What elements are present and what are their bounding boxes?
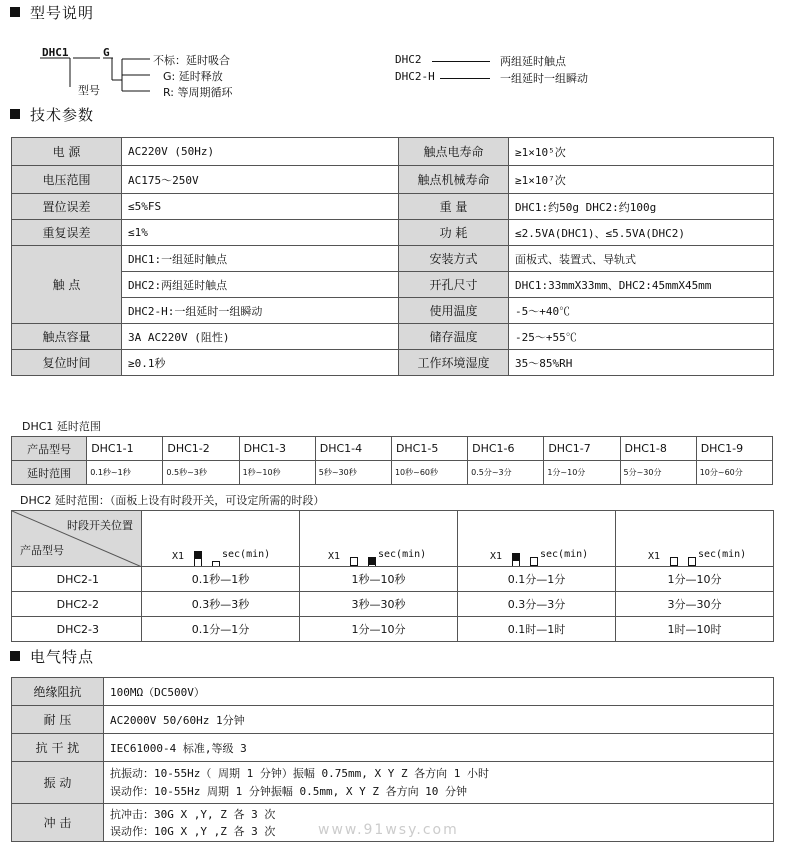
dhc2-range-title: DHC2 延时范围：（面板上设有时段开关，可设定所需的时段） — [20, 494, 325, 507]
table-row — [12, 461, 773, 485]
dhc2h-label: DHC2-H — [395, 70, 435, 83]
table-row — [12, 350, 774, 376]
dhc2-range-cell: 0.1秒—1秒 — [142, 567, 300, 592]
dhc2-range-cell: 3秒—30秒 — [300, 592, 458, 617]
switch-position-4 — [616, 511, 774, 567]
tech-key: 触 点 — [12, 246, 122, 324]
tech-value: DHC1:一组延时触点 — [122, 246, 399, 272]
tech-value: -25～+55℃ — [509, 324, 774, 350]
tech-key: 电压范围 — [12, 166, 122, 194]
dhc1-range: 10秒~60秒 — [391, 461, 467, 485]
model-option-1: 不标：延时吸合 — [153, 54, 230, 67]
dhc2-range-cell: 0.1分—1分 — [458, 567, 616, 592]
model-diagram-lines — [40, 55, 170, 100]
dhc1-model: DHC1-6 — [468, 437, 544, 461]
elec-value-line: 误动作：10-55Hz 周期 1 分钟振幅 0.5mm, X Y Z 各方向 10 分钟 — [110, 784, 468, 798]
dhc1-model: DHC1-5 — [391, 437, 467, 461]
tech-key: 电 源 — [12, 138, 122, 166]
table-row — [12, 298, 774, 324]
dhc2-range-cell: 0.1时—1时 — [458, 617, 616, 642]
dhc2-range-cell: 0.3分—3分 — [458, 592, 616, 617]
switch-left-icon — [670, 557, 678, 567]
tech-key: 重 量 — [399, 194, 509, 220]
tech-value: DHC1:33mmX33mm、DHC2:45mmX45mm — [509, 272, 774, 298]
tech-value: 面板式、装置式、导轨式 — [509, 246, 774, 272]
model-code: G — [103, 46, 110, 59]
tech-value: 35～85%RH — [509, 350, 774, 376]
dhc1-model: DHC1-2 — [163, 437, 239, 461]
tech-key: 储存温度 — [399, 324, 509, 350]
table-row — [12, 617, 774, 642]
elec-value-line: 误动作：10G X ,Y ,Z 各 3 次 — [110, 824, 276, 838]
tech-key: 触点容量 — [12, 324, 122, 350]
dhc2-model: DHC2-3 — [12, 617, 142, 642]
elec-key: 冲 击 — [12, 804, 104, 842]
switch-right-icon — [530, 557, 538, 567]
tech-key: 触点电寿命 — [399, 138, 509, 166]
dhc1-range: 0.5分~3分 — [468, 461, 544, 485]
switch-left-icon — [512, 553, 520, 567]
model-type-label: 型号 — [78, 84, 100, 97]
dhc2h-desc: 一组延时一组瞬动 — [500, 72, 588, 85]
dhc1-model: DHC1-9 — [696, 437, 772, 461]
watermark: www.91wsy.com — [318, 822, 459, 838]
table-row — [12, 138, 774, 166]
dhc2-desc: 两组延时触点 — [500, 55, 566, 68]
switch-left-icon — [350, 557, 358, 567]
elec-value — [104, 762, 774, 804]
table-row — [12, 762, 774, 804]
table-row — [12, 678, 774, 706]
dhc2-range-cell: 1分—10分 — [616, 567, 774, 592]
tech-key: 使用温度 — [399, 298, 509, 324]
section-title-elec: 电气特点 — [10, 646, 94, 667]
dhc2-range-cell: 1秒—10秒 — [300, 567, 458, 592]
tech-key: 复位时间 — [12, 350, 122, 376]
corner-top-label: 时段开关位置 — [67, 519, 133, 532]
tech-value: DHC2:两组延时触点 — [122, 272, 399, 298]
elec-key: 抗 干 扰 — [12, 734, 104, 762]
dhc2h-line — [440, 78, 490, 79]
sw-sec-label: sec(min) — [540, 548, 589, 560]
tech-value: AC175～250V — [122, 166, 399, 194]
dhc1-model: DHC1-4 — [315, 437, 391, 461]
sw-x1-label: X1 — [328, 550, 341, 562]
sw-x1-label: X1 — [490, 550, 503, 562]
dhc2-label: DHC2 — [395, 53, 422, 66]
model-option-2: G: 延时释放 — [163, 70, 223, 83]
elec-value: IEC61000-4 标准,等级 3 — [104, 734, 774, 762]
model-prefix: DHC1 — [42, 46, 69, 59]
model-option-3: R: 等周期循环 — [163, 86, 233, 99]
dhc1-range: 5分~30分 — [620, 461, 696, 485]
table-row — [12, 511, 774, 567]
switch-left-icon — [194, 551, 202, 567]
dhc2-range-cell: 0.1分—1分 — [142, 617, 300, 642]
switch-position-1 — [142, 511, 300, 567]
table-row — [12, 272, 774, 298]
dhc1-range-title: DHC1 延时范围 — [22, 420, 101, 433]
tech-key: 安装方式 — [399, 246, 509, 272]
dhc2-model: DHC2-1 — [12, 567, 142, 592]
tech-value: ≥1×10⁵次 — [509, 138, 774, 166]
elec-value: AC2000V 50/60Hz 1分钟 — [104, 706, 774, 734]
dhc1-row-label: 延时范围 — [12, 461, 87, 485]
dhc1-range: 1秒~10秒 — [239, 461, 315, 485]
switch-position-2 — [300, 511, 458, 567]
tech-key: 置位误差 — [12, 194, 122, 220]
tech-value: ≥1×10⁷次 — [509, 166, 774, 194]
table-row — [12, 567, 774, 592]
sw-sec-label: sec(min) — [378, 548, 427, 560]
tech-key: 开孔尺寸 — [399, 272, 509, 298]
sw-x1-label: X1 — [172, 550, 185, 562]
elec-key: 振 动 — [12, 762, 104, 804]
dhc2-range-cell: 1分—10分 — [300, 617, 458, 642]
tech-value: DHC1:约50g DHC2:约100g — [509, 194, 774, 220]
dhc1-header-label: 产品型号 — [12, 437, 87, 461]
tech-value: ≤5%FS — [122, 194, 399, 220]
table-row — [12, 706, 774, 734]
corner-bottom-label: 产品型号 — [20, 544, 64, 557]
table-row — [12, 734, 774, 762]
tech-value: ≤1% — [122, 220, 399, 246]
dhc2-corner-cell — [12, 511, 142, 567]
dhc1-range: 0.1秒~1秒 — [87, 461, 163, 485]
sw-sec-label: sec(min) — [698, 548, 747, 560]
elec-value: 100MΩ（DC500V） — [104, 678, 774, 706]
tech-key: 触点机械寿命 — [399, 166, 509, 194]
table-row — [12, 324, 774, 350]
tech-value: DHC2-H:一组延时一组瞬动 — [122, 298, 399, 324]
dhc2-range-table — [11, 510, 774, 642]
dhc1-model: DHC1-3 — [239, 437, 315, 461]
switch-right-icon — [368, 557, 376, 567]
dhc1-model: DHC1-8 — [620, 437, 696, 461]
dhc1-range: 0.5秒~3秒 — [163, 461, 239, 485]
dhc2-range-cell: 0.3秒—3秒 — [142, 592, 300, 617]
table-row — [12, 166, 774, 194]
section-title-tech: 技术参数 — [10, 104, 94, 125]
switch-position-3 — [458, 511, 616, 567]
table-row — [12, 437, 773, 461]
table-row — [12, 194, 774, 220]
dhc2-range-cell: 3分—30分 — [616, 592, 774, 617]
dhc1-range: 1分~10分 — [544, 461, 620, 485]
sw-x1-label: X1 — [648, 550, 661, 562]
tech-value: -5～+40℃ — [509, 298, 774, 324]
switch-right-icon — [212, 561, 220, 567]
tech-key: 工作环境湿度 — [399, 350, 509, 376]
tech-value: AC220V (50Hz) — [122, 138, 399, 166]
dhc2-line — [432, 61, 490, 62]
dhc2-model: DHC2-2 — [12, 592, 142, 617]
dhc1-model: DHC1-7 — [544, 437, 620, 461]
elec-table — [11, 677, 774, 842]
sw-sec-label: sec(min) — [222, 548, 271, 560]
section-title-model: 型号说明 — [10, 2, 94, 23]
tech-key: 功 耗 — [399, 220, 509, 246]
tech-key: 重复误差 — [12, 220, 122, 246]
table-row — [12, 246, 774, 272]
dhc1-range-table — [11, 436, 773, 485]
tech-params-table — [11, 137, 774, 376]
elec-value-line: 抗振动：10-55Hz（ 周期 1 分钟）振幅 0.75mm, X Y Z 各方向 1 小时 — [110, 766, 490, 780]
dhc1-range: 10分~60分 — [696, 461, 772, 485]
dhc2-range-cell: 1时—10时 — [616, 617, 774, 642]
tech-value: ≤2.5VA(DHC1)、≤5.5VA(DHC2) — [509, 220, 774, 246]
elec-value-line: 抗冲击：30G X ,Y, Z 各 3 次 — [110, 807, 276, 821]
tech-value: ≥0.1秒 — [122, 350, 399, 376]
elec-key: 耐 压 — [12, 706, 104, 734]
elec-key: 绝缘阻抗 — [12, 678, 104, 706]
dhc1-range: 5秒~30秒 — [315, 461, 391, 485]
table-row — [12, 220, 774, 246]
tech-value: 3A AC220V (阻性) — [122, 324, 399, 350]
switch-right-icon — [688, 557, 696, 567]
table-row — [12, 592, 774, 617]
dhc1-model: DHC1-1 — [87, 437, 163, 461]
